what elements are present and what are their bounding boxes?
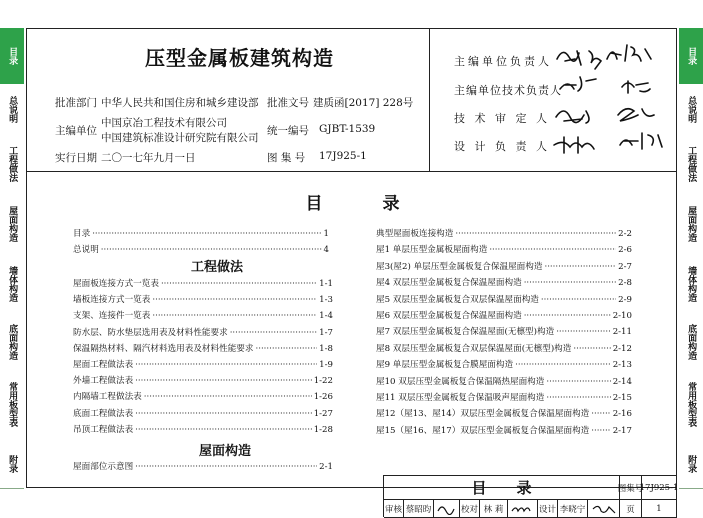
toc-leader	[230, 328, 317, 338]
page-label: 页	[620, 500, 642, 518]
toc-entry-label: 屋15（屋16、屋17）双层压型金属板复合保温屋面构造	[376, 425, 590, 436]
toc-entry-page: 2-10	[612, 311, 632, 321]
tab-1[interactable]	[679, 84, 703, 135]
toc-entry-label: 屋5 双层压型金属板复合双层保温屋面构造	[376, 294, 539, 305]
toc-leader	[135, 462, 317, 472]
checker: 林 莉	[480, 500, 508, 518]
section-heading-practice: 工程做法	[191, 260, 244, 275]
toc-leader	[544, 262, 616, 272]
signature-role: 主编单位技术负责人	[454, 84, 562, 97]
toc-leader	[556, 327, 611, 337]
toc-entry-page: 4	[323, 245, 329, 255]
toc-entry-page: 2-16	[612, 409, 632, 420]
toc-leader	[524, 278, 616, 288]
toc-entry-label: 目录	[73, 229, 91, 239]
toc-entry-page: 1-26	[313, 392, 333, 403]
checker-signature	[508, 500, 538, 518]
toc-entry[interactable]	[73, 309, 333, 321]
tab-label: 附录	[686, 454, 697, 473]
tab-5[interactable]	[679, 314, 703, 370]
toc-leader	[591, 409, 610, 419]
tab-label: 总说明	[686, 95, 697, 123]
page-title: 压型金属板建筑构造	[145, 46, 334, 70]
signature-role: 主编单位负责人	[454, 55, 552, 68]
toc-entry-label: 屋面工程做法表	[73, 360, 134, 370]
toc-leader	[152, 295, 317, 305]
toc-entry[interactable]	[73, 423, 333, 435]
toc-entry-page: 1-28	[313, 424, 333, 435]
toc-entry[interactable]	[73, 358, 333, 370]
approval-no-label: 批准文号	[267, 97, 309, 109]
toc-leader	[546, 393, 610, 403]
toc-entry-label: 屋10 双层压型金属板复合保温隔热屋面构造	[376, 376, 545, 387]
toc-entry-page: 1-27	[313, 408, 333, 419]
toc-entry-label: 屋11 双层压型金属板复合保温吸声屋面构造	[376, 393, 545, 403]
toc-entry-label: 屋1 单层压型金属板屋面构造	[376, 245, 488, 256]
tab-label: 屋面构造	[7, 206, 18, 242]
toc-entry[interactable]	[73, 227, 329, 239]
toc-entry[interactable]	[376, 342, 632, 354]
tab-6[interactable]	[679, 369, 703, 440]
page-value: 1	[642, 500, 677, 518]
left-tab-strip	[0, 28, 24, 488]
impl-date: 二〇一七年九月一日	[101, 152, 196, 164]
tab-label: 常用板型表	[686, 381, 697, 427]
toc-leader	[152, 311, 317, 321]
title-block-name: 目 录	[384, 476, 620, 500]
reviewer: 蔡昭昀	[404, 500, 434, 518]
toc-entry[interactable]	[376, 227, 632, 239]
toc-entry-label: 屋8 双层压型金属板复合双层保温屋面(无檩型)构造	[376, 343, 572, 354]
toc-entry-label: 墙板连接方式一览表	[73, 295, 151, 306]
toc-entry-page: 2-9	[618, 294, 632, 305]
toc-leader	[591, 426, 610, 436]
toc-leader	[255, 344, 317, 354]
toc-entry-label: 吊顶工程做法表	[73, 424, 134, 435]
tab-4[interactable]	[679, 254, 703, 315]
tab-label: 墙体构造	[686, 266, 697, 302]
atlas-no: 17J925-1	[319, 150, 367, 162]
toc-entry-label: 屋9 单层压型金属板复合膜屋面构造	[376, 360, 514, 371]
unified-no-label: 统一编号	[267, 125, 309, 137]
impl-date-label: 实行日期	[55, 152, 97, 164]
design-label: 设计	[538, 500, 558, 518]
toc-entry-label: 底面工程做法表	[73, 408, 134, 419]
toc-leader	[135, 425, 312, 435]
toc-entry-label: 总说明	[73, 245, 99, 255]
toc-entry[interactable]	[376, 276, 632, 288]
toc-entry[interactable]	[376, 358, 632, 370]
toc-entry-page: 2-17	[612, 425, 632, 436]
toc-entry-label: 屋3(屋2) 单层压型金属板复合保温屋面构造	[376, 261, 543, 272]
toc-entry-page: 2-6	[618, 245, 632, 256]
chief-unit-label: 主编单位	[55, 125, 97, 137]
tab-0[interactable]	[679, 28, 703, 85]
toc-entry[interactable]	[73, 407, 333, 419]
toc-entry-page: 2-13	[612, 360, 632, 371]
toc-entry-page: 2-12	[612, 343, 632, 354]
toc-entry-label: 屋7 双层压型金属板复合保温屋面(无檩型)构造	[376, 327, 555, 338]
toc-entry[interactable]	[376, 375, 632, 387]
designer-signature	[588, 500, 620, 518]
tab-label: 目录	[7, 47, 18, 65]
toc-entry[interactable]	[73, 342, 333, 354]
toc-entry-label: 屋12（屋13、屋14）双层压型金属板复合保温屋面构造	[376, 409, 590, 420]
toc-leader	[546, 377, 610, 387]
tab-7[interactable]	[679, 439, 703, 489]
tab-3[interactable]	[679, 194, 703, 255]
tab-label: 底面构造	[7, 323, 18, 360]
header-info	[27, 29, 430, 172]
toc-entry[interactable]	[376, 260, 632, 272]
toc-entry-page: 1	[323, 229, 329, 239]
tab-label: 工程做法	[7, 146, 18, 182]
atlas-value: 17J925-1	[642, 476, 677, 500]
tab-label: 目录	[686, 47, 697, 65]
toc-entry-page: 1-4	[319, 311, 333, 322]
review-label: 审核	[384, 500, 404, 518]
tab-6[interactable]	[0, 369, 24, 440]
toc-entry-label: 支架、连接件一览表	[73, 311, 151, 322]
toc-entry-page: 2-2	[618, 229, 632, 239]
toc-entry-label: 外墙工程做法表	[73, 376, 134, 387]
tab-label: 墙体构造	[7, 266, 18, 302]
tab-label: 工程做法	[686, 146, 697, 182]
toc-entry[interactable]	[376, 325, 632, 337]
tab-label: 常用板型表	[7, 381, 18, 427]
toc-entry-label: 屋面部位示意图	[73, 462, 134, 472]
tab-label: 底面构造	[686, 323, 697, 360]
toc-entry[interactable]	[73, 277, 333, 289]
check-label: 校对	[460, 500, 480, 518]
toc-entry-page: 2-11	[612, 327, 632, 338]
toc-leader	[144, 392, 312, 402]
toc-entry-page: 1-8	[319, 343, 333, 354]
toc-leader	[101, 245, 322, 255]
toc-entry[interactable]	[376, 243, 632, 255]
toc-leader	[524, 311, 611, 321]
document-frame	[26, 28, 679, 515]
tab-5[interactable]	[0, 314, 24, 370]
toc-entry-page: 2-1	[319, 462, 333, 472]
toc-entry-page: 2-14	[612, 376, 632, 387]
toc-heading: 目录	[305, 194, 460, 214]
unified-no: GJBT-1539	[319, 123, 376, 135]
toc-leader	[161, 279, 317, 289]
tab-label: 附录	[7, 454, 18, 473]
toc-leader	[135, 376, 312, 386]
tab-0[interactable]	[0, 28, 24, 85]
toc-entry-page: 1-1	[319, 279, 333, 289]
tab-4[interactable]	[0, 254, 24, 315]
toc-entry-label: 保温隔热材料、隔汽材料选用表及材料性能要求	[73, 343, 254, 354]
chief-unit-1: 中国京冶工程技术有限公司	[101, 117, 227, 129]
toc-leader	[92, 229, 321, 239]
toc-entry-page: 2-7	[618, 261, 632, 272]
toc-entry[interactable]	[73, 374, 333, 386]
toc-leader	[573, 344, 610, 354]
toc-entry[interactable]	[376, 391, 632, 403]
approve-dept-label: 批准部门	[55, 97, 97, 109]
toc-leader	[489, 245, 616, 255]
toc-entry-page: 1-9	[319, 360, 333, 370]
tab-1[interactable]	[0, 84, 24, 135]
toc-entry[interactable]	[376, 293, 632, 305]
signature-role: 技 术 审 定 人	[454, 112, 550, 125]
handwritten-signatures	[552, 37, 676, 165]
toc-entry[interactable]	[376, 309, 632, 321]
toc-entry-page: 1-22	[313, 376, 333, 387]
chief-unit-2: 中国建筑标准设计研究院有限公司	[101, 132, 259, 144]
toc-leader	[135, 360, 317, 370]
tab-2[interactable]	[679, 134, 703, 195]
approval-no: 建质函[2017] 228号	[313, 97, 414, 109]
toc-entry[interactable]	[73, 243, 329, 255]
section-heading-roof: 屋面构造	[199, 444, 252, 459]
toc-entry[interactable]	[73, 390, 333, 402]
toc-entry-label: 屋4 双层压型金属板复合保温屋面构造	[376, 278, 522, 289]
atlas-no-label: 图 集 号	[267, 152, 306, 164]
tab-3[interactable]	[0, 194, 24, 255]
toc-entry-label: 防水层、防水垫层选用表及材料性能要求	[73, 327, 228, 338]
toc-leader	[515, 360, 611, 370]
toc-entry[interactable]	[73, 326, 333, 338]
toc-entry-label: 典型屋面板连接构造	[376, 229, 454, 239]
tab-7[interactable]	[0, 439, 24, 489]
toc-entry-label: 内隔墙工程做法表	[73, 392, 142, 403]
toc-leader	[541, 295, 616, 305]
reviewer-signature	[434, 500, 460, 518]
toc-leader	[455, 229, 616, 239]
toc-entry-page: 2-8	[618, 278, 632, 289]
atlas-label: 图集号	[620, 476, 642, 500]
designer: 李晓宁	[558, 500, 588, 518]
tab-label: 总说明	[7, 95, 18, 123]
right-tab-strip	[679, 28, 703, 488]
toc-leader	[135, 409, 312, 419]
toc-entry-page: 2-15	[612, 393, 632, 403]
toc-entry-page: 1-3	[319, 295, 333, 306]
tab-label: 屋面构造	[686, 206, 697, 242]
toc-entry-label: 屋6 双层压型金属板复合保温屋面构造	[376, 311, 522, 321]
approve-dept: 中华人民共和国住房和城乡建设部	[101, 97, 259, 109]
toc-entry[interactable]	[73, 460, 333, 472]
toc-entry[interactable]	[376, 424, 632, 436]
toc-entry[interactable]	[73, 293, 333, 305]
signature-role: 设 计 负 责 人	[454, 140, 550, 153]
tab-2[interactable]	[0, 134, 24, 195]
toc-entry-label: 屋面板连接方式一览表	[73, 279, 159, 289]
toc-entry[interactable]	[376, 407, 632, 419]
signature-panel	[430, 29, 676, 172]
toc-entry-page: 1-7	[319, 327, 333, 338]
